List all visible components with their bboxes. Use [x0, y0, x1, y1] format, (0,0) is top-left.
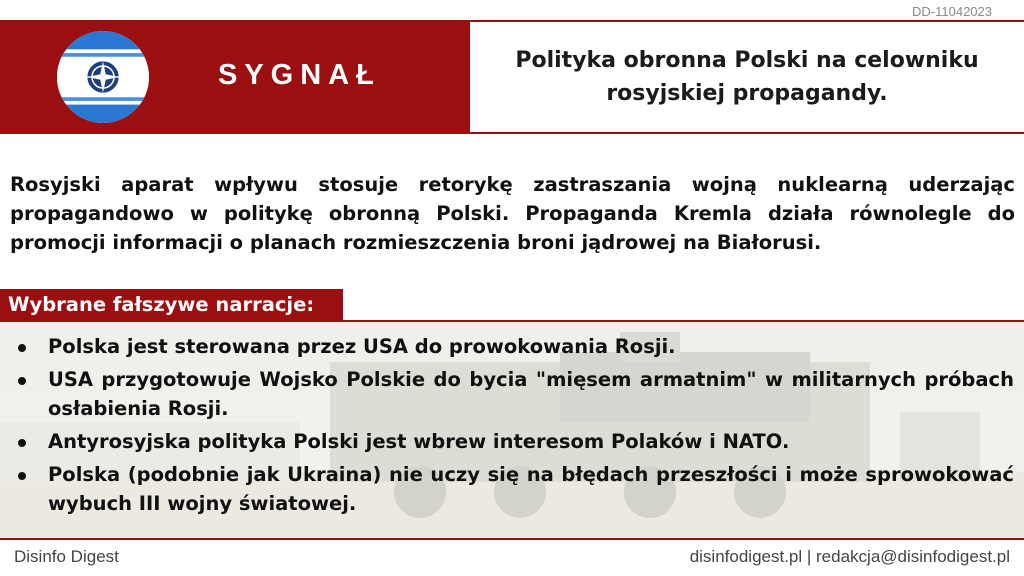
narrative-text: USA przygotowuje Wojsko Polskie do bycia "mięsem armatnim" w militarnych próbach osłabienia Rosji. [48, 368, 1014, 420]
bullet-icon [18, 472, 26, 480]
nato-emblem-icon [57, 31, 149, 123]
narratives-list [0, 332, 1024, 522]
narratives-box [0, 320, 1024, 540]
signal-label: SYGNAŁ [218, 59, 381, 91]
list-item [0, 332, 1024, 361]
list-item [0, 427, 1024, 456]
document-id: DD-11042023 [912, 4, 992, 19]
narratives-label: Wybrane fałszywe narracje: [0, 289, 343, 320]
bullet-icon [18, 344, 26, 352]
title-panel [468, 22, 1024, 132]
narrative-text: Polska (podobnie jak Ukraina) nie uczy się na błędach przeszłości i może sprowokować wybuch III wojny światowej. [48, 463, 1014, 515]
bullet-icon [18, 377, 26, 385]
narrative-text: Polska jest sterowana przez USA do prowokowania Rosji. [48, 335, 676, 358]
footer-brand: Disinfo Digest [14, 547, 119, 566]
signal-panel [0, 22, 468, 132]
summary-text: Rosyjski aparat wpływu stosuje retorykę zastraszania wojną nuklearną uderzając propagandowo w politykę obronną Polski. Propaganda Kremla działa równolegle do promocji informacji o planach rozmieszczenia broni jądrowej na Białorusi. [10, 173, 1015, 254]
list-item [0, 460, 1024, 518]
narrative-text: Antyrosyjska polityka Polski jest wbrew interesom Polaków i NATO. [48, 430, 790, 453]
page-title: Polityka obronna Polski na celowniku rosyjskiej propagandy. [515, 48, 979, 106]
bullet-icon [18, 439, 26, 447]
list-item [0, 365, 1024, 423]
header-banner [0, 20, 1024, 134]
footer-contact[interactable]: disinfodigest.pl | redakcja@disinfodigest.pl [689, 547, 1010, 566]
